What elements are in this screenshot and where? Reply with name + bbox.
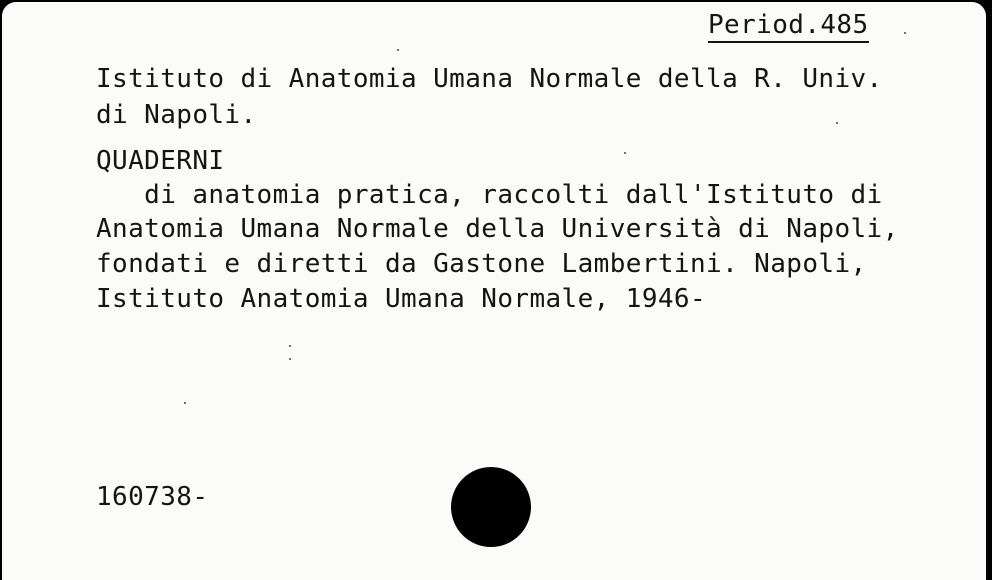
catalog-card: [2, 2, 986, 580]
speck: [397, 49, 399, 51]
speck: [836, 122, 838, 124]
accession-number: 160738-: [96, 482, 209, 512]
speck: [624, 152, 626, 154]
institution-line-1: Istituto di Anatomia Umana Normale della R. Univ.: [96, 64, 883, 94]
speck: [289, 345, 291, 347]
description-line-4: Istituto Anatomia Umana Normale, 1946-: [96, 284, 707, 314]
speck: [289, 358, 291, 360]
call-number: Period.485: [708, 10, 869, 43]
punch-hole: [451, 467, 531, 547]
description-line-2: Anatomia Umana Normale della Università di Napoli,: [96, 214, 899, 244]
title-heading: QUADERNI: [96, 146, 225, 176]
speck: [184, 402, 186, 404]
description-line-1: di anatomia pratica, raccolti dall'Istituto di: [96, 180, 883, 210]
institution-line-2: di Napoli.: [96, 100, 257, 130]
description-line-3: fondati e diretti da Gastone Lambertini. Napoli,: [96, 249, 867, 279]
speck: [904, 32, 906, 34]
